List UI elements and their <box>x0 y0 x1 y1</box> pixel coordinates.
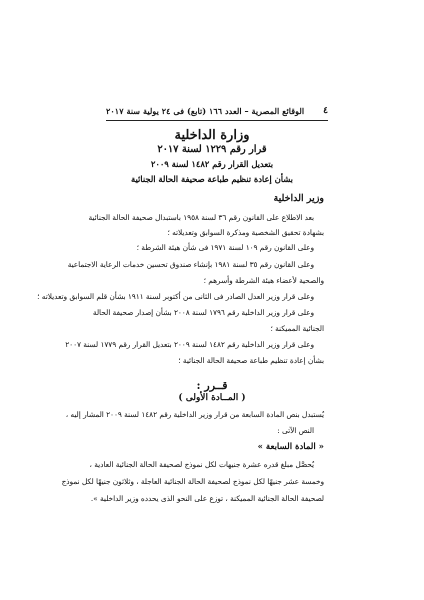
preamble-line: وعلى قرار وزير الداخلية رقم ١٧٩٦ لسنة ٢٠٠٨ بشأن إصدار صحيفة الحالة <box>92 308 314 317</box>
preamble-line: وعلى قرار وزير العدل الصادر فى الثانى من أكتوبر لسنة ١٩١١ بشأن قلم السوابق وتعديلاته ؛ <box>37 292 314 301</box>
preamble-line: والصحية لأعضاء هيئة الشرطة وأسرهم ؛ <box>203 276 324 285</box>
article-one-line: يُستبدل بنص المادة السابعة من قرار وزير الداخلية رقم ١٤٨٢ لسنة ٢٠٠٩ المشار إليه ، <box>65 410 324 419</box>
decision-heading: قــرر : <box>196 379 228 392</box>
preamble-line: وعلى القانون رقم ٣٥ لسنة ١٩٨١ بإنشاء صندوق تحسين خدمات الرعاية الاجتماعية <box>67 260 314 269</box>
decree-title: قرار رقم ١٢٢٩ لسنة ٢٠١٧ <box>157 144 267 155</box>
article-seven-heading: « المادة السابعة » <box>257 442 324 452</box>
preamble-line: بشهادة تحقيق الشخصية ومذكرة السوابق وتعديلاته ؛ <box>167 228 324 237</box>
article-seven-line: يُحصَّل مبلغ قدره عشرة جنيهات لكل نموذج لصحيفة الحالة الجنائية العادية ، <box>89 460 314 469</box>
preamble-line: بعد الاطلاع على القانون رقم ٣٦ لسنة ١٩٥٨ باستبدال صحيفة الحالة الجنائية <box>88 213 314 222</box>
preamble-line: الجنائية المميكنة ؛ <box>270 324 324 333</box>
preamble-line: وعلى قرار وزير الداخلية رقم ١٤٨٢ لسنة ٢٠٠٩ بتعديل القرار رقم ١٧٧٩ لسنة ٢٠٠٧ <box>65 340 314 349</box>
article-one-line: النص الآتى : <box>277 426 314 435</box>
preamble-line: بشأن إعادة تنظيم طباعة صحيفة الحالة الجنائية ؛ <box>178 356 324 365</box>
article-one-heading: ( المــادة الأولى ) <box>178 393 246 403</box>
header-rule <box>106 120 328 121</box>
amendment-line: بتعديل القرار رقم ١٤٨٢ لسنة ٢٠٠٩ <box>150 159 274 169</box>
preamble-line: وعلى القانون رقم ١٠٩ لسنة ١٩٧١ فى شأن هيئة الشرطة ؛ <box>136 243 314 252</box>
ministry-title: وزارة الداخلية <box>174 128 250 143</box>
page-header <box>106 106 328 118</box>
gazette-header-title: الوقائع المصرية – العدد ١٦٦ (تابع) فى ٢٤ يولية سنة ٢٠١٧ <box>106 106 305 116</box>
article-seven-line: لصحيفة الحالة الجنائية المميكنة ، توزع على النحو الذى يحدده وزير الداخلية ». <box>90 494 324 503</box>
minister-heading: وزير الداخلية <box>273 193 324 204</box>
page-number: ٤ <box>323 106 328 116</box>
subject-line: بشأن إعادة تنظيم طباعة صحيفة الحالة الجنائية <box>131 174 293 184</box>
article-seven-line: وخمسة عشر جنيهًا لكل نموذج لصحيفة الحالة الجنائية العاجلة ، وثلاثون جنيهًا لكل نموذج <box>61 477 324 486</box>
